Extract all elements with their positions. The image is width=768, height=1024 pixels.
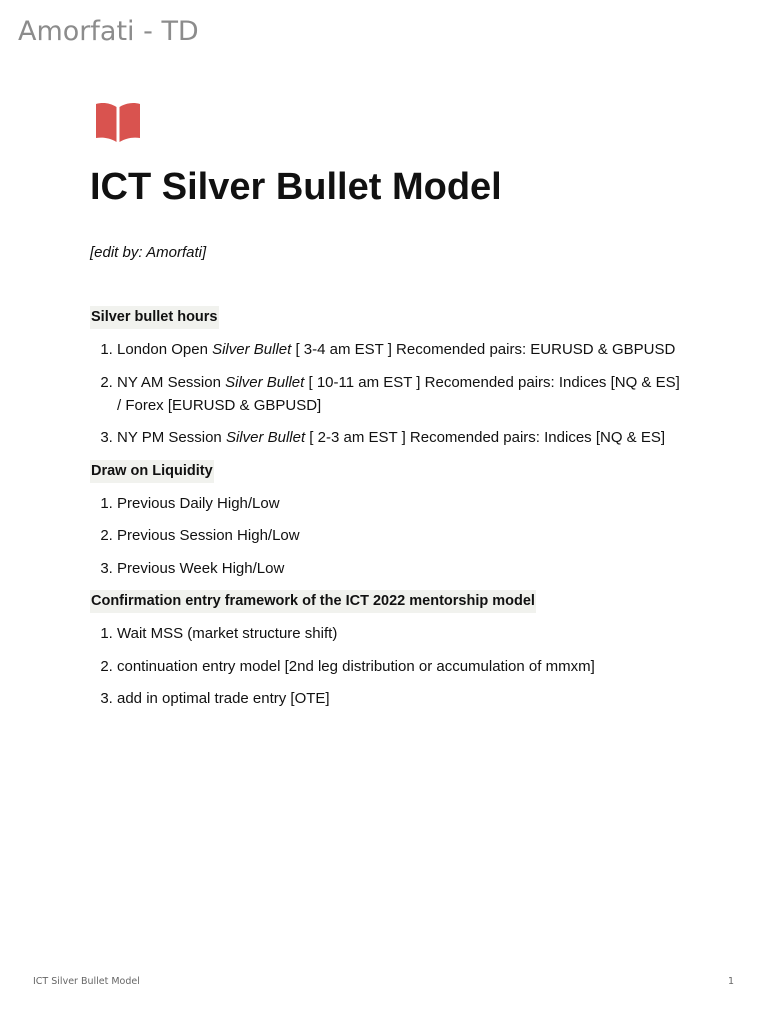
list-item: 3. NY PM Session Silver Bullet [ 2-3 am EST ] Recomended pairs: Indices [NQ & ES] (117, 426, 680, 449)
list-item: 3. add in optimal trade entry [OTE] (117, 687, 680, 710)
list-item: 1. Wait MSS (market structure shift) (117, 622, 680, 645)
list-item: 2. continuation entry model [2nd leg distribution or accumulation of mmxm] (117, 655, 680, 678)
list-item: 1. Previous Daily High/Low (117, 492, 680, 515)
list-item: 2. Previous Session High/Low (117, 524, 680, 547)
book-icon (95, 102, 141, 142)
document-body (90, 305, 680, 720)
page-title: ICT Silver Bullet Model (90, 166, 502, 208)
editor-note: [edit by: Amorfati] (90, 244, 207, 261)
section-heading-silver-bullet-hours: Silver bullet hours (90, 306, 219, 329)
list-item: 3. Previous Week High/Low (117, 557, 680, 580)
draw-on-liquidity-list (90, 492, 680, 580)
list-item: 2. NY AM Session Silver Bullet [ 10-11 am EST ] Recomended pairs: Indices [NQ & ES] / Forex [EURUSD & GBPUSD] (117, 371, 680, 417)
footer-doc-title: ICT Silver Bullet Model (33, 976, 140, 987)
watermark-logo: Amorfati - TD (18, 16, 199, 47)
footer-page-number: 1 (727, 976, 734, 987)
section-heading-confirmation-entry: Confirmation entry framework of the ICT 2022 mentorship model (90, 590, 536, 613)
section-heading-draw-on-liquidity: Draw on Liquidity (90, 460, 214, 483)
list-item: 1. London Open Silver Bullet [ 3-4 am EST ] Recomended pairs: EURUSD & GBPUSD (117, 338, 680, 361)
silver-bullet-hours-list (90, 338, 680, 449)
confirmation-entry-list (90, 622, 680, 710)
